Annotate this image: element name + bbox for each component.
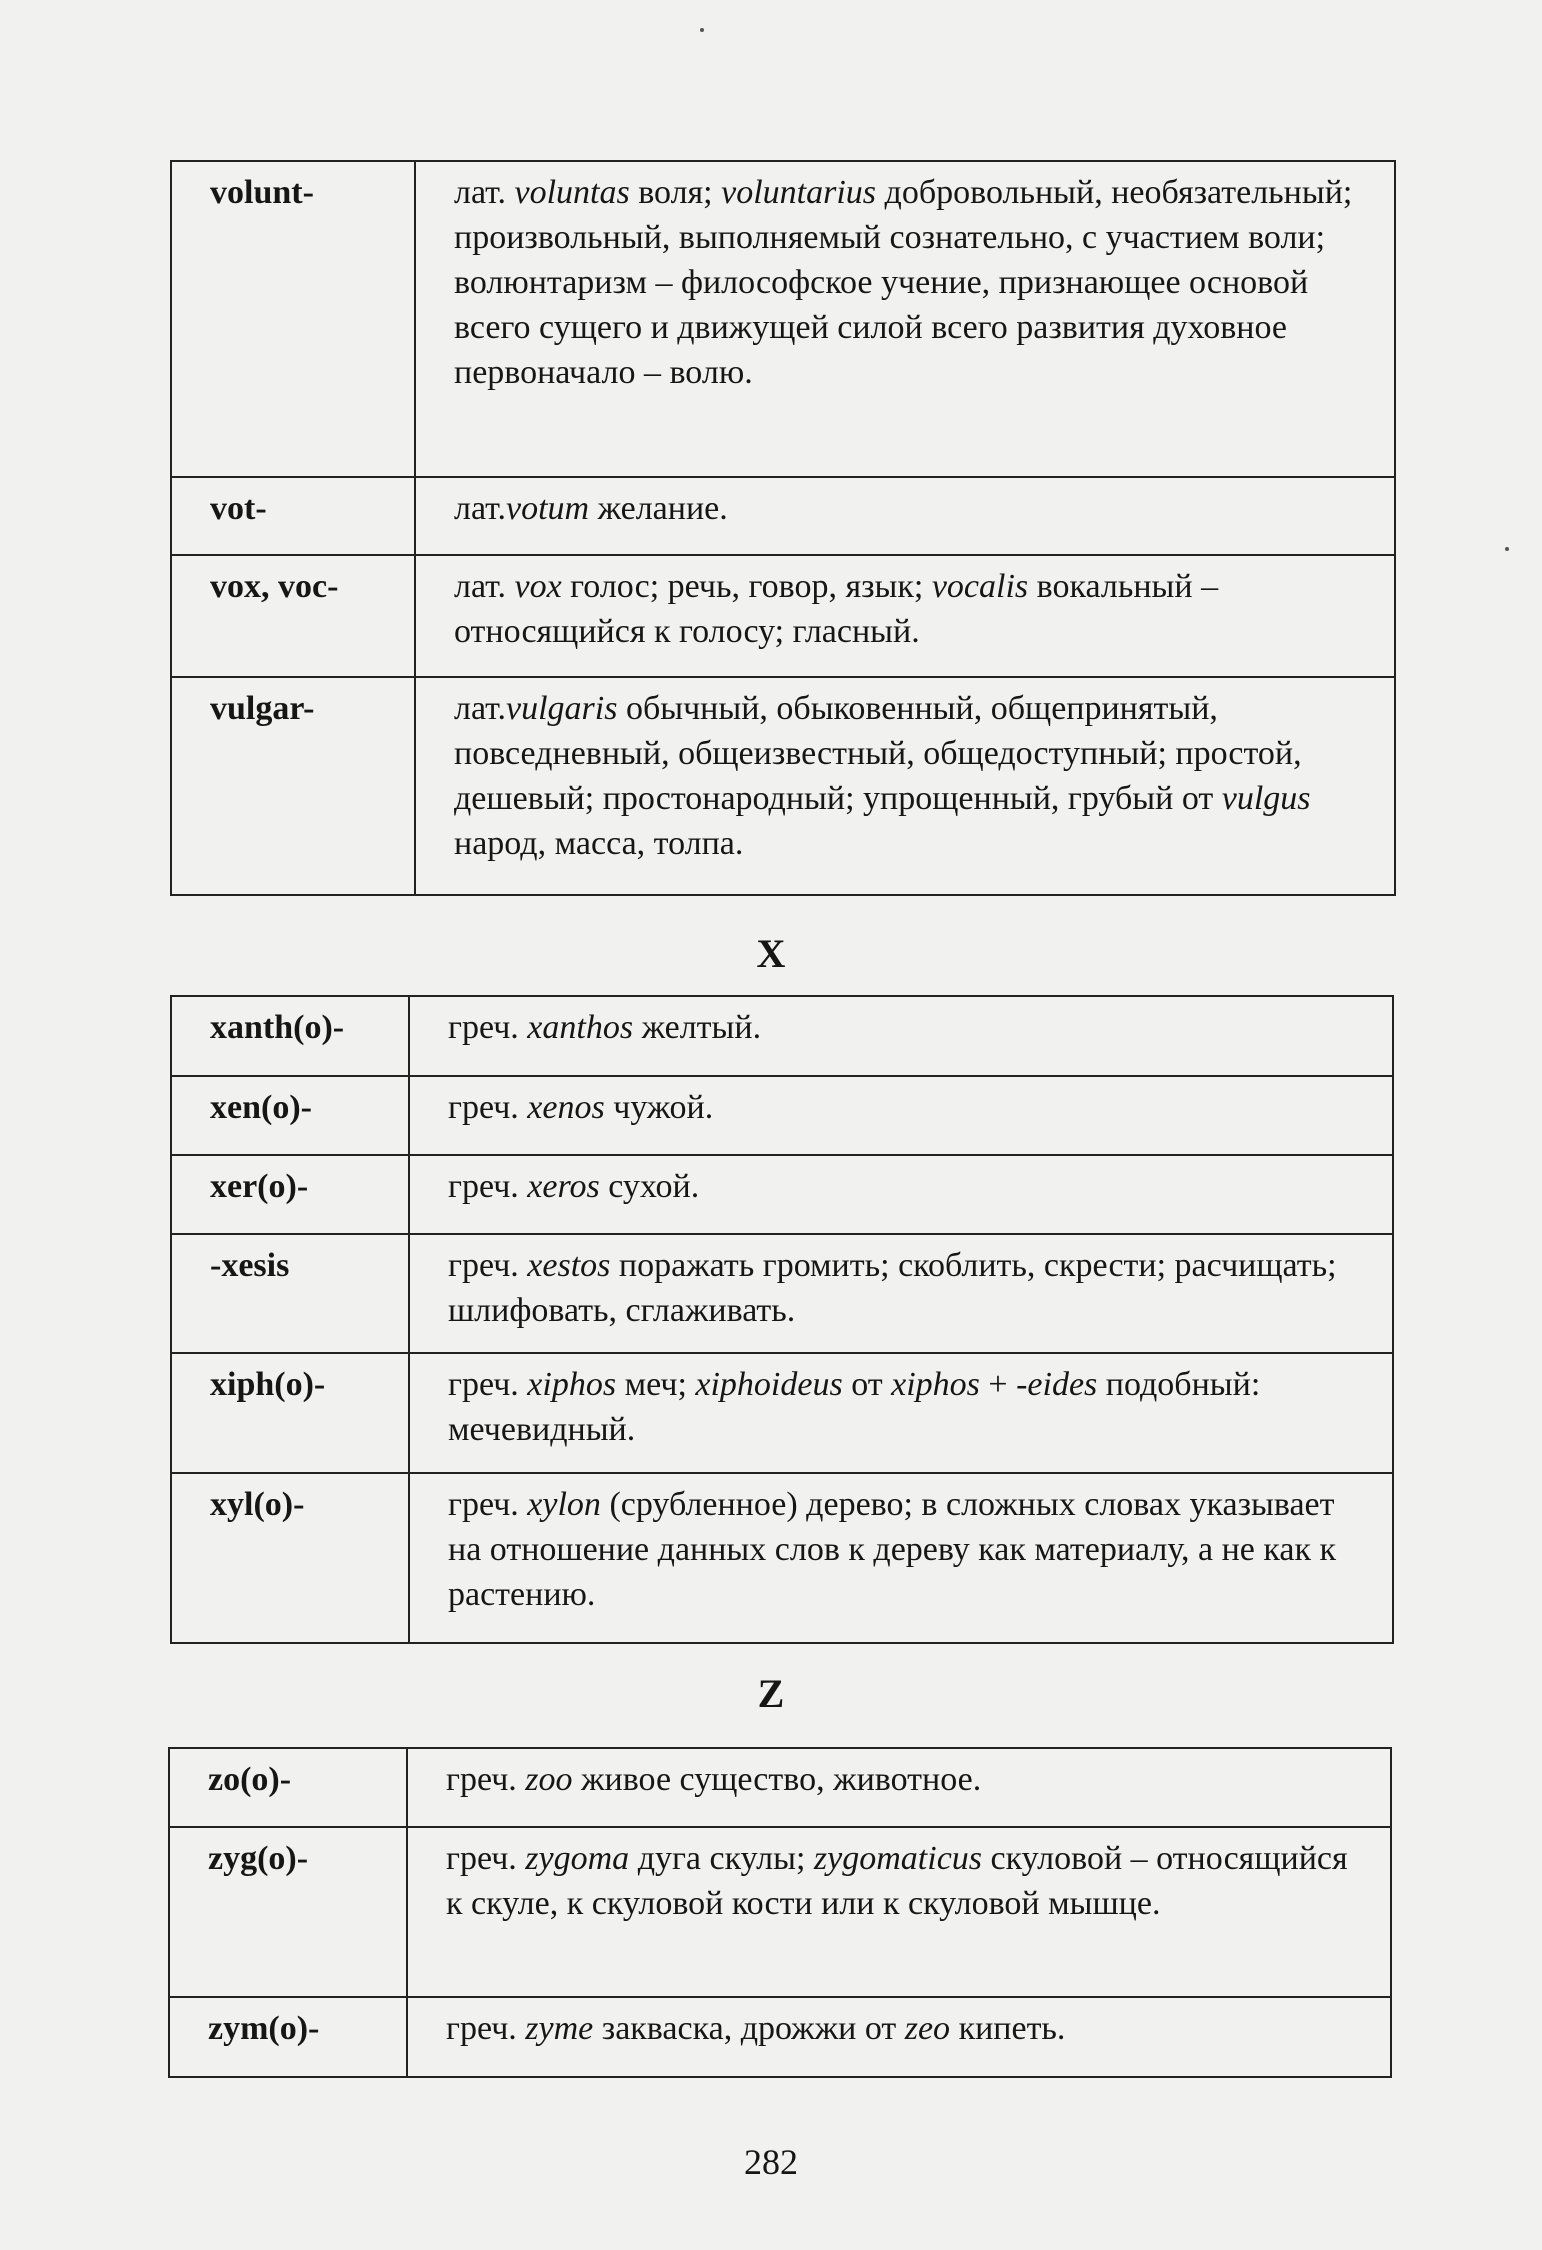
definition-text: сухой. (599, 1168, 700, 1205)
table-row (169, 1827, 1391, 1997)
entry-definition (409, 1353, 1393, 1473)
entry-definition (407, 1827, 1391, 1997)
page-speck (700, 28, 704, 32)
definition-text: народ, масса, толпа. (454, 825, 744, 862)
section-letter-z: Z (757, 1671, 785, 1716)
entry-term: xyl(o)- (171, 1473, 409, 1643)
definition-text: греч. (446, 1761, 526, 1798)
definition-text: греч. (448, 1486, 528, 1523)
table-row (171, 1473, 1393, 1643)
entry-term: xiph(o)- (171, 1353, 409, 1473)
table-row (171, 1353, 1393, 1473)
entry-term: zo(o)- (169, 1748, 407, 1827)
definition-text: греч. (448, 1009, 528, 1046)
page-speck (1505, 547, 1509, 551)
definition-italic-term: zeo (904, 2010, 951, 2047)
entry-term: vot- (171, 477, 415, 555)
definition-italic-term: zoo (525, 1761, 573, 1798)
definition-text: греч. (448, 1247, 528, 1284)
definition-italic-term: voluntas (514, 174, 630, 211)
definition-italic-term: zygoma (525, 1840, 630, 1877)
definition-italic-term: xanthos (527, 1009, 634, 1046)
entry-definition (407, 1748, 1391, 1827)
entry-definition (409, 1155, 1393, 1234)
definition-italic-term: xeros (527, 1168, 600, 1205)
definition-text: закваска, дрожжи от (593, 2010, 905, 2047)
definition-text: греч. (448, 1366, 528, 1403)
definition-italic-term: vox (514, 568, 562, 605)
definition-text: греч. (446, 2010, 526, 2047)
definition-text: меч; (616, 1366, 696, 1403)
definition-text: греч. (448, 1089, 528, 1126)
entry-definition (409, 1234, 1393, 1353)
entry-term: zym(o)- (169, 1997, 407, 2077)
definition-text: от (842, 1366, 892, 1403)
dictionary-table-x (170, 995, 1394, 1644)
entry-term: zyg(o)- (169, 1827, 407, 1997)
section-letter-x: X (756, 931, 786, 976)
definition-text: греч. (446, 1840, 526, 1877)
definition-text: (срубленное) дерево; в сложных словах указывает на отношение данных слов к дереву как материалу, а не как к растению. (448, 1486, 1336, 1613)
entry-term: volunt- (171, 161, 415, 477)
entry-definition (415, 677, 1395, 895)
table-body (171, 996, 1393, 1643)
page-number: 282 (744, 2142, 798, 2182)
definition-text: желтый. (633, 1009, 762, 1046)
definition-text: желание. (589, 490, 728, 527)
entry-definition (409, 1076, 1393, 1155)
entry-term: xanth(o)- (171, 996, 409, 1076)
table-row (171, 677, 1395, 895)
entry-definition (415, 477, 1395, 555)
dictionary-table-v (170, 160, 1396, 896)
definition-text: лат. (454, 568, 515, 605)
definition-text: чужой. (604, 1089, 714, 1126)
definition-text: вокальный – относящийся к голосу; гласный. (454, 568, 1219, 650)
table-row (171, 996, 1393, 1076)
definition-italic-term: xiphos (527, 1366, 617, 1403)
table-row (171, 1155, 1393, 1234)
definition-text: лат. (454, 174, 515, 211)
definition-text: лат. (454, 690, 506, 727)
table-row (169, 1997, 1391, 2077)
table-row (171, 555, 1395, 677)
table-body (169, 1748, 1391, 2077)
definition-text: скуловой – относящийся к скуле, к скуловой кости или к скуловой мышце. (446, 1840, 1348, 1922)
definition-text: подобный: мечевидный. (448, 1366, 1261, 1448)
definition-text: поражать громить; скоблить, скрести; расчищать; шлифовать, сглаживать. (448, 1247, 1337, 1329)
table-row (171, 1076, 1393, 1155)
table-row (171, 161, 1395, 477)
definition-italic-term: xenos (527, 1089, 605, 1126)
definition-italic-term: vulgus (1221, 780, 1311, 817)
definition-text: кипеть. (950, 2010, 1066, 2047)
definition-italic-term: xiphoideus (695, 1366, 843, 1403)
entry-term: xer(o)- (171, 1155, 409, 1234)
definition-text: лат. (454, 490, 506, 527)
entry-definition (409, 996, 1393, 1076)
entry-definition (415, 161, 1395, 477)
definition-text: живое существо, животное. (572, 1761, 982, 1798)
entry-term: vox, voc- (171, 555, 415, 677)
definition-italic-term: xiphos (891, 1366, 980, 1403)
definition-italic-term: vocalis (931, 568, 1029, 605)
entry-term: xen(o)- (171, 1076, 409, 1155)
definition-text: добровольный, необязательный; произвольный, выполняемый сознательно, с участием воли; волюнтаризм – философское учение, признающее основой всего сущего и движущей силой всего развития духовное первоначало – волю. (454, 174, 1353, 391)
entry-definition (409, 1473, 1393, 1643)
definition-italic-term: -eides (1016, 1366, 1098, 1403)
entry-term: vulgar- (171, 677, 415, 895)
definition-text: обычный, обыковенный, общепринятый, повседневный, общеизвестный, общедоступный; простой, дешевый; простонародный; упрощенный, грубый от (454, 690, 1302, 817)
definition-italic-term: xylon (527, 1486, 601, 1523)
definition-text: греч. (448, 1168, 528, 1205)
definition-italic-term: zygomaticus (813, 1840, 983, 1877)
table-row (171, 1234, 1393, 1353)
definition-text: + (979, 1366, 1017, 1403)
entry-term: -xesis (171, 1234, 409, 1353)
definition-italic-term: zyme (525, 2010, 594, 2047)
table-row (171, 477, 1395, 555)
dictionary-table-z (168, 1747, 1392, 2078)
definition-italic-term: voluntarius (721, 174, 877, 211)
entry-definition (407, 1997, 1391, 2077)
entry-definition (415, 555, 1395, 677)
definition-text: воля; (629, 174, 722, 211)
definition-italic-term: xestos (527, 1247, 611, 1284)
table-body (171, 161, 1395, 895)
definition-italic-term: vulgaris (505, 690, 618, 727)
definition-italic-term: votum (505, 490, 590, 527)
definition-text: голос; речь, говор, язык; (561, 568, 932, 605)
definition-text: дуга скулы; (629, 1840, 814, 1877)
table-row (169, 1748, 1391, 1827)
